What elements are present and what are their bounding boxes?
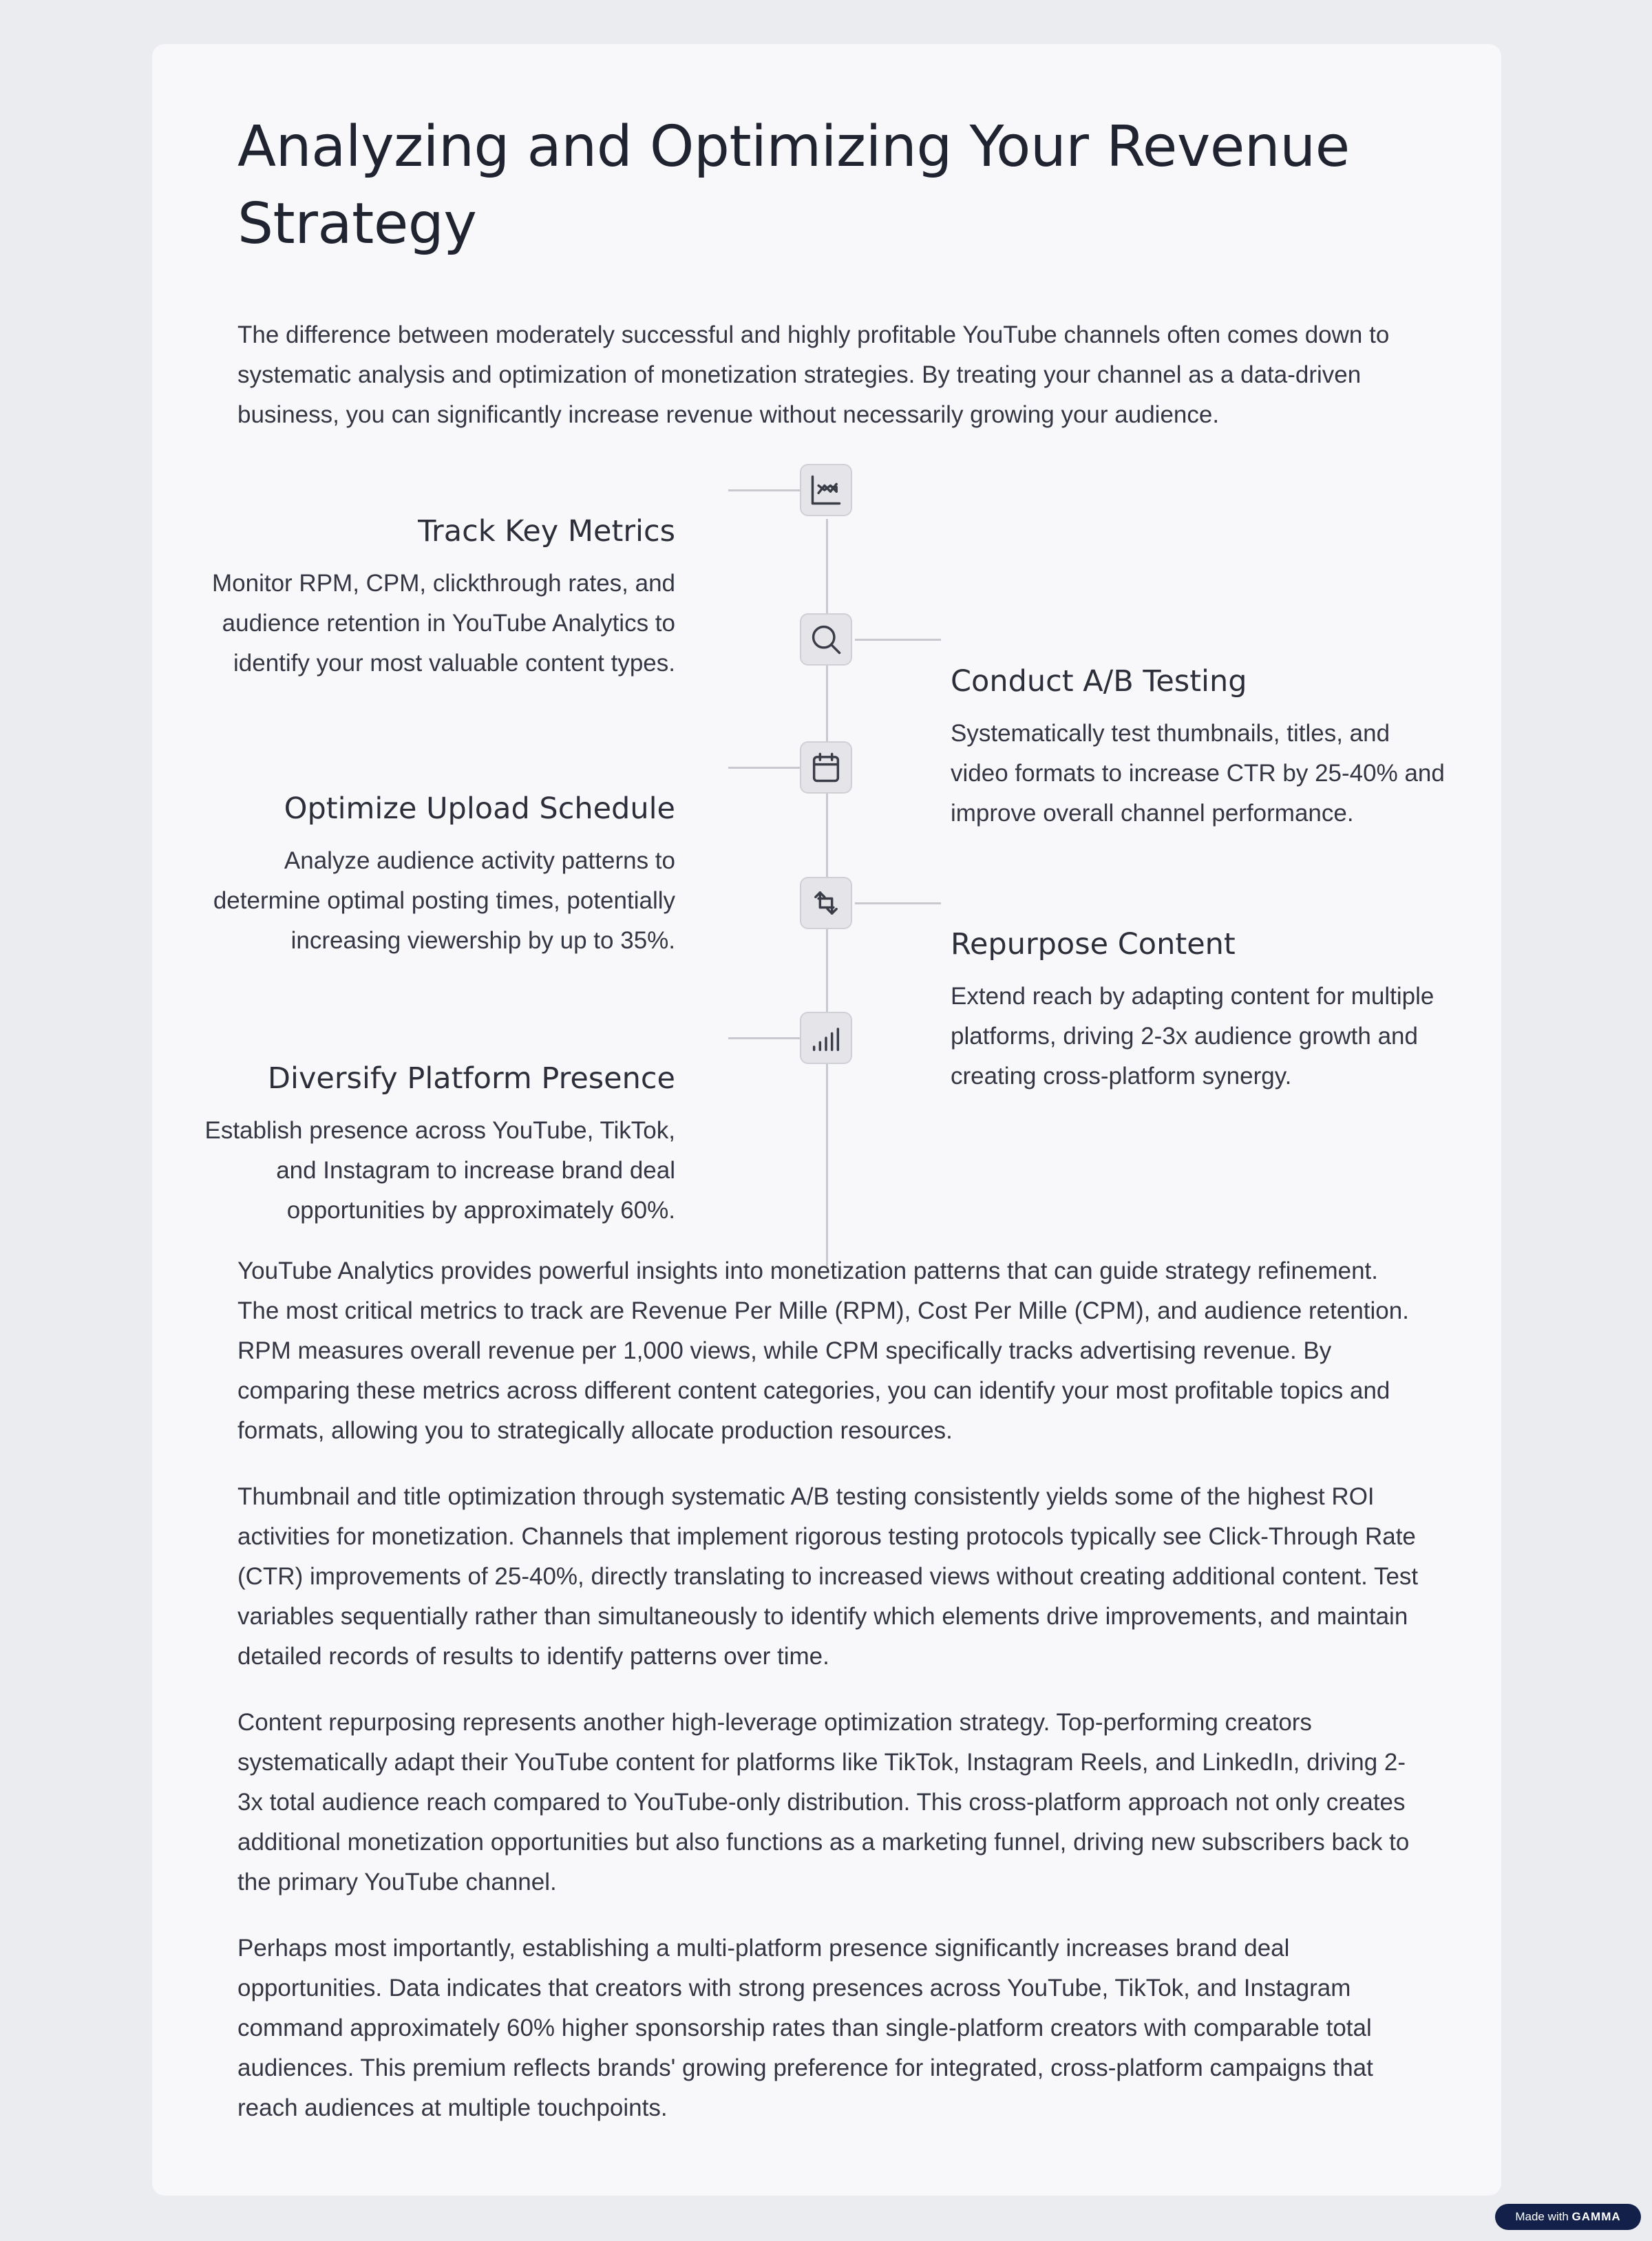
intro-paragraph: The difference between moderately successful and highly profitable YouTube channels often comes down to systematic analysis and optimization of monetization strategies. By treating your channel as a data-driven business, you can significantly increase revenue without necessarily growing your audience. xyxy=(237,321,1390,428)
connector-line xyxy=(728,489,800,491)
timeline-item-desc: Establish presence across YouTube, TikTok, and Instagram to increase brand deal opportunities by approximately 60%. xyxy=(204,1117,675,1224)
body-paragraph: YouTube Analytics provides powerful insights into monetization patterns that can guide strategy refinement. The most critical metrics to track are Revenue Per Mille (RPM), Cost Per Mille (CPM), and audience retention. RPM measures overall revenue per 1,000 views, while CPM specifically tracks advertising revenue. By comparing these metrics across different content categories, you can identify your most profitable topics and formats, allowing you to strategically allocate production resources. xyxy=(237,1257,1409,1444)
timeline-item-title: Conduct A/B Testing xyxy=(951,664,1247,699)
body-paragraph: Content repurposing represents another high-leverage optimization strategy. Top-performing creators systematically adapt their YouTube content for platforms like TikTok, Instagram Reels, and LinkedIn, driving 2-3x total audience reach compared to YouTube-only distribution. This cross-platform approach not only creates additional monetization opportunities but also functions as a marketing funnel, driving new subscribers back to the primary YouTube channel. xyxy=(237,1709,1410,1895)
page-title: Analyzing and Optimizing Your Revenue Strategy xyxy=(237,114,1350,257)
timeline-item-title: Diversify Platform Presence xyxy=(267,1061,675,1096)
content-card xyxy=(152,44,1501,2196)
timeline-item-desc: Monitor RPM, CPM, clickthrough rates, and audience retention in YouTube Analytics to identify your most valuable content types. xyxy=(211,570,675,677)
timeline-item-desc: Analyze audience activity patterns to determine optimal posting times, potentially increasing viewership by up to 35%. xyxy=(213,847,675,954)
signal-bars-icon xyxy=(800,1012,852,1064)
body-paragraph: Perhaps most importantly, establishing a multi-platform presence significantly increases brand deal opportunities. Data indicates that creators with strong presences across YouTube, TikTok, and Instagram command approximately 60% higher sponsorship rates than single-platform creators with comparable total audiences. This premium reflects brands' growing preference for integrated, cross-platform campaigns that reach audiences at multiple touchpoints. xyxy=(237,1935,1373,2121)
chart-trend-icon xyxy=(800,464,852,516)
connector-line xyxy=(855,902,941,904)
connector-line xyxy=(728,1037,800,1039)
timeline-item-title: Optimize Upload Schedule xyxy=(284,792,675,826)
timeline-item-desc: Extend reach by adapting content for multiple platforms, driving 2-3x audience growth and creating cross-platform synergy. xyxy=(951,983,1434,1090)
search-icon xyxy=(800,613,852,666)
made-with-badge[interactable] xyxy=(1495,2204,1641,2230)
repeat-icon xyxy=(800,877,852,929)
connector-line xyxy=(855,639,941,641)
badge-prefix: Made with xyxy=(1515,2210,1569,2223)
timeline-item-title: Track Key Metrics xyxy=(418,514,675,549)
badge-brand-logo: GAMMA xyxy=(1571,2210,1621,2223)
timeline-item-desc: Systematically test thumbnails, titles, and video formats to increase CTR by 25-40% and improve overall channel performance. xyxy=(951,720,1445,827)
connector-line xyxy=(728,767,800,769)
calendar-icon xyxy=(800,741,852,794)
body-paragraph: Thumbnail and title optimization through systematic A/B testing consistently yields some of the highest ROI activities for monetization. Channels that implement rigorous testing protocols typically see Click-Through Rate (CTR) improvements of 25-40%, directly translating to increased views without creating additional content. Test variables sequentially rather than simultaneously to identify which elements drive improvements, and maintain detailed records of results to identify patterns over time. xyxy=(237,1483,1419,1670)
timeline-item-title: Repurpose Content xyxy=(951,927,1236,962)
